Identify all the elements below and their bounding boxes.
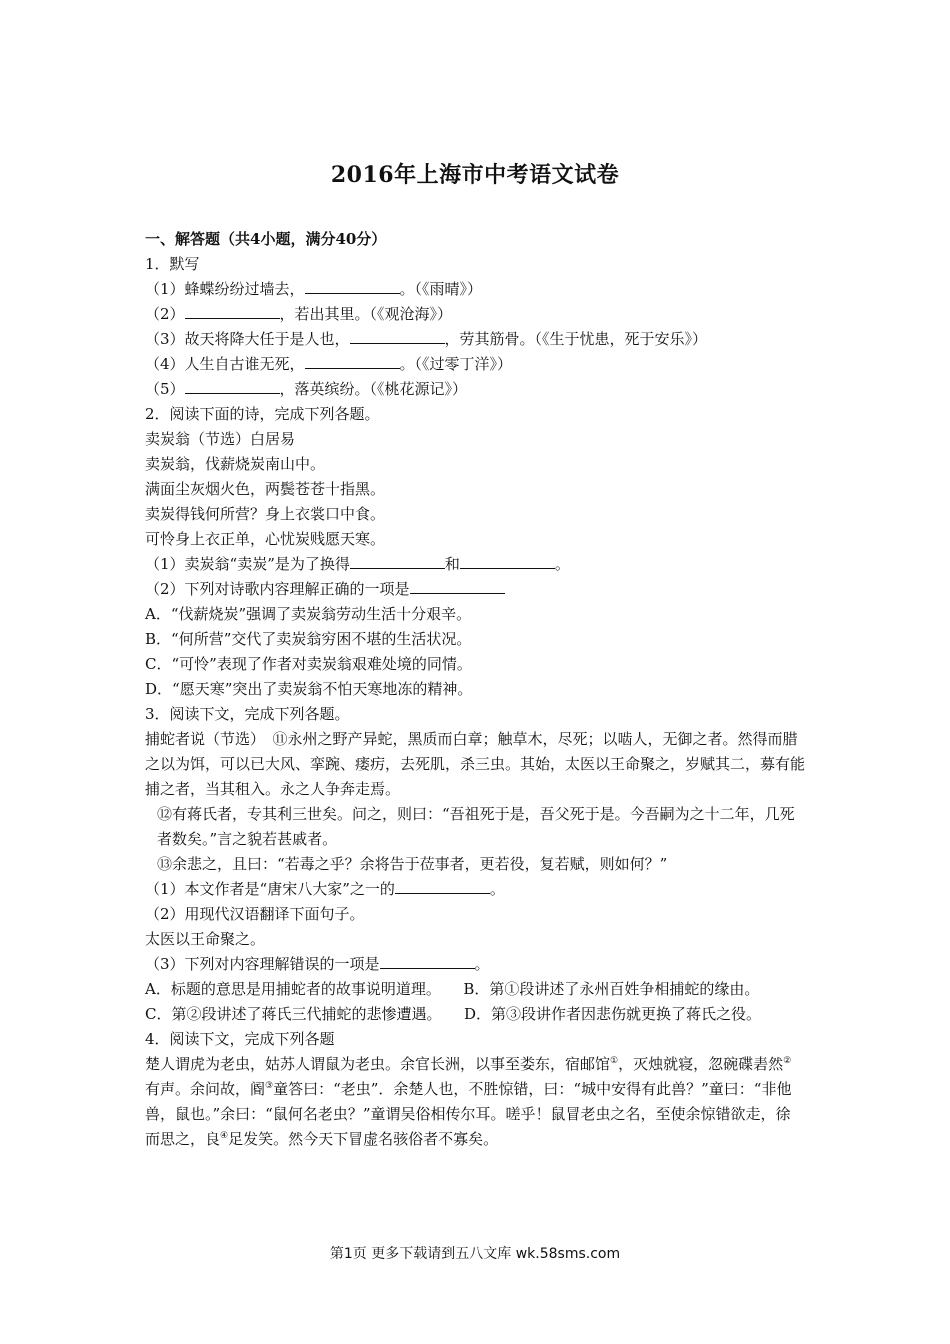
option-a[interactable]: A．“伐薪烧炭”强调了卖炭翁劳动生活十分艰辛。 (145, 605, 472, 623)
answer-blank[interactable] (350, 329, 445, 344)
footnote-marker: ③ (265, 1081, 274, 1091)
q3-translate-sentence: 太医以王命聚之。 (145, 930, 266, 948)
option-b[interactable]: B．第①段讲述了永州百姓争相捕蛇的缘由。 (463, 980, 760, 998)
passage-text: 童答曰：“老虫”．余楚人也，不胜惊错，曰：“城中安得有此兽？”童曰：“非他兽，鼠也。”余曰：“鼠何名老虫？”童谓吴俗相传尔耳。嗟乎！鼠冒老虫之名，至使余惊错欲走，徐而思之，良 (145, 1080, 792, 1148)
q2-sub-1-text-b: 和 (444, 555, 460, 573)
exam-content (145, 227, 805, 1152)
q1-item-5 (145, 377, 805, 402)
question-4-heading: 4．阅读下文，完成下列各题 (145, 1030, 335, 1048)
q1-item-4 (145, 352, 805, 377)
q2-sub-2 (145, 577, 805, 602)
footnote-marker: ① (610, 1056, 619, 1066)
q2-sub-1 (145, 552, 805, 577)
q1-item-2 (145, 302, 805, 327)
q1-item-2-text-b: ，若出其里。（《观沧海》） (279, 305, 453, 323)
q1-item-1-text-b: 。（《雨晴》） (399, 280, 483, 298)
q3-sub-3 (145, 952, 805, 977)
answer-blank[interactable] (350, 554, 445, 569)
answer-blank[interactable] (380, 954, 475, 969)
q1-item-3-text-b: ，劳其筋骨。（《生于忧患，死于安乐》） (444, 330, 708, 348)
q3-options-ab (145, 977, 805, 1002)
answer-blank[interactable] (395, 879, 490, 894)
question-3-heading: 3．阅读下文，完成下列各题。 (145, 705, 350, 723)
passage-text: 足发笑。然今天下冒虚名骇俗者不寡矣。 (228, 1130, 499, 1148)
section-heading: 一、解答题（共4小题，满分40分） (145, 230, 387, 248)
poem-line: 卖炭得钱何所营？身上衣裳口中食。 (145, 505, 386, 523)
option-d[interactable]: D．第③段讲作者因悲伤就更换了蒋氏之役。 (464, 1005, 762, 1023)
footnote-marker: ④ (220, 1131, 229, 1141)
question-1-heading: 1．默写 (145, 255, 200, 273)
answer-blank[interactable] (185, 379, 280, 394)
q3-sub-3-text-b: 。 (474, 955, 490, 973)
q3-options-cd (145, 1002, 805, 1027)
option-c[interactable]: C．第②段讲述了蒋氏三代捕蛇的悲惨遭遇。 (145, 1005, 434, 1023)
passage-paragraph-3: ⑬余悲之，且曰：“若毒之乎？余将告于莅事者，更若役，复若赋，则如何？” (157, 855, 668, 873)
passage-text: 楚人谓虎为老虫，姑苏人谓鼠为老虫。余官长洲，以事至娄东，宿邮馆 (145, 1055, 611, 1073)
q3-sub-2: （2）用现代汉语翻译下面句子。 (145, 905, 365, 923)
q1-item-4-text-b: 。（《过零丁洋》） (399, 355, 513, 373)
answer-blank[interactable] (460, 554, 555, 569)
q3-sub-1-text-a: （1）本文作者是“唐宋八大家”之一的 (145, 880, 395, 898)
q1-item-3-text-a: （3）故天将降大任于是人也， (145, 330, 350, 348)
q1-item-5-text-b: ，落英缤纷。（《桃花源记》） (279, 380, 468, 398)
passage-text: ，灭烛就寝，忽碗碟砉然 (618, 1055, 784, 1073)
page-title: 2016年上海市中考语文试卷 (330, 162, 620, 188)
page-footer: 第1页 更多下载请到五八文库 wk.58sms.com (329, 1246, 621, 1262)
q3-sub-1 (145, 877, 805, 902)
q3-sub-3-text-a: （3）下列对内容理解错误的一项是 (145, 955, 380, 973)
answer-blank[interactable] (185, 304, 280, 319)
q3-sub-1-text-b: 。 (489, 880, 505, 898)
footnote-marker: ② (783, 1056, 792, 1066)
q1-item-2-text-a: （2） (145, 305, 185, 323)
answer-blank[interactable] (305, 279, 400, 294)
option-b[interactable]: B．“何所营”交代了卖炭翁穷困不堪的生活状况。 (145, 630, 472, 648)
passage-paragraph (145, 1052, 805, 1152)
poem-line: 卖炭翁，伐薪烧炭南山中。 (145, 455, 326, 473)
poem-line: 满面尘灰烟火色，两鬓苍苍十指黑。 (145, 480, 386, 498)
passage-paragraph-1: 捕蛇者说（节选） ⑪永州之野产异蛇，黑质而白章；触草木，尽死；以啮人，无御之者。然得而腊之以为饵，可以已大风、挛踠、瘘疠，去死肌，杀三虫。其始，太医以王命聚之，岁赋其二，募有能捕之者，当其租入。永之人争奔走焉。 (145, 730, 806, 798)
q1-item-4-text-a: （4）人生自古谁无死， (145, 355, 305, 373)
passage-paragraph-2: ⑫有蒋氏者，专其利三世矣。问之，则曰：“吾祖死于是，吾父死于是。今吾嗣为之十二年，几死者数矣。”言之貌若甚戚者。 (157, 805, 795, 848)
answer-blank[interactable] (305, 354, 400, 369)
q2-sub-1-text-c: 。 (554, 555, 570, 573)
option-d[interactable]: D．“愿天寒”突出了卖炭翁不怕天寒地冻的精神。 (145, 680, 473, 698)
option-c[interactable]: C．“可怜”表现了作者对卖炭翁艰难处境的同情。 (145, 655, 472, 673)
q1-item-5-text-a: （5） (145, 380, 185, 398)
q1-item-3 (145, 327, 805, 352)
poem-line: 可怜身上衣正单，心忧炭贱愿天寒。 (145, 530, 386, 548)
q1-item-1 (145, 277, 805, 302)
question-2-heading: 2．阅读下面的诗，完成下列各题。 (145, 405, 380, 423)
poem-title: 卖炭翁（节选）白居易 (145, 430, 296, 448)
answer-blank[interactable] (410, 579, 505, 594)
passage-text: 有声。余问故，阍 (145, 1080, 266, 1098)
q2-sub-1-text-a: （1）卖炭翁“卖炭”是为了换得 (145, 555, 350, 573)
q2-sub-2-text: （2）下列对诗歌内容理解正确的一项是 (145, 580, 410, 598)
option-a[interactable]: A．标题的意思是用捕蛇者的故事说明道理。 (145, 980, 434, 998)
q1-item-1-text-a: （1）蜂蝶纷纷过墙去， (145, 280, 305, 298)
